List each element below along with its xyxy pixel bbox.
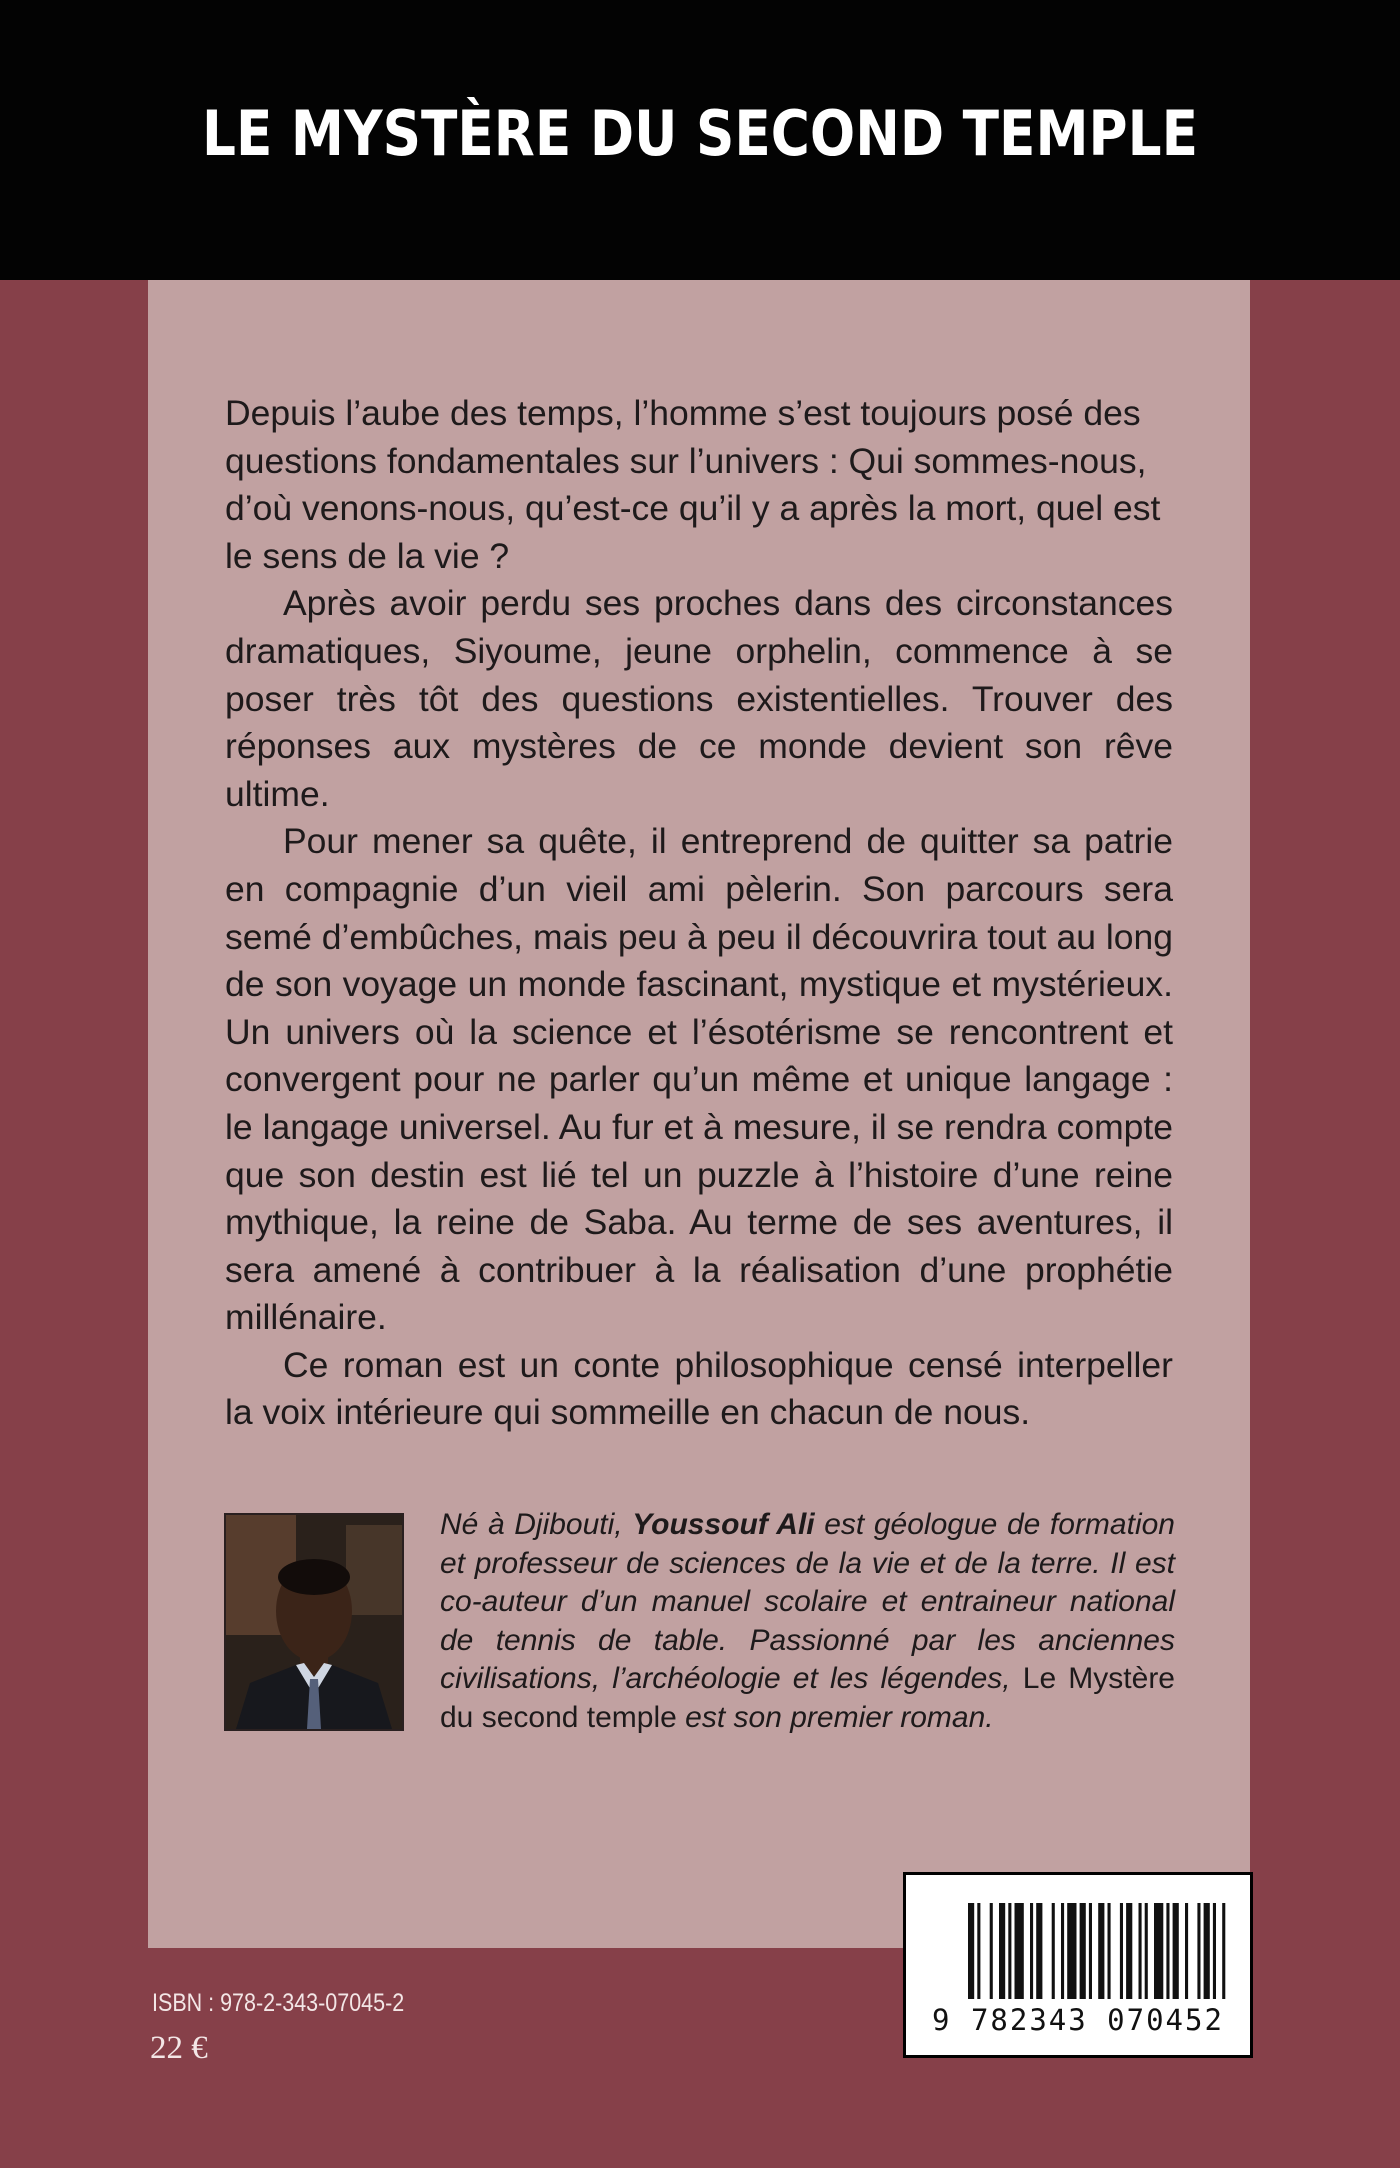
bio-text: est géologue de formation et professeur de sciences de la vie et de la terre. Il est co-auteur d’un manuel scolaire et entraineur national de tennis de table. Passionné par les anciennes civilisations, l’archéologie et les légendes, — [440, 1508, 1175, 1696]
barcode-bar — [1139, 1903, 1142, 1999]
barcode-bar — [1098, 1903, 1104, 1999]
barcode-bar — [1145, 1903, 1148, 1999]
blurb-paragraph: Après avoir perdu ses proches dans des circonstances dramatiques, Siyoume, jeune orphelin, commence à se poser très tôt des questions existentielles. Trouver des réponses aux mystères de ce monde devient son rêve ultime. — [225, 583, 1173, 814]
blurb-paragraph: Depuis l’aube des temps, l’homme s’est toujours posé des questions fondamentales sur l’univers : Qui sommes-nous, d’où venons-nous, qu’est-ce qu’il y a après la mort, quel est le sens de la vie ? — [225, 393, 1161, 576]
barcode-bar — [1052, 1903, 1055, 1999]
bio-intro: Né à Djibouti, — [440, 1508, 633, 1541]
author-name: Youssouf Ali — [632, 1508, 815, 1541]
barcode-bar — [1197, 1903, 1200, 1999]
barcode-bar — [1089, 1903, 1092, 1999]
barcode-digits: 9 782343 070452 — [932, 2003, 1224, 2037]
barcode-bar — [990, 1903, 993, 1999]
barcode-bar — [1166, 1903, 1169, 1999]
barcode-bar — [1108, 1903, 1111, 1999]
barcode-bar — [999, 1903, 1005, 1999]
blurb-paragraph: Ce roman est un conte philosophique censé interpeller la voix intérieure qui sommeille en chacun de nous. — [225, 1344, 1173, 1433]
barcode-bar — [1185, 1903, 1188, 1999]
barcode-bar — [977, 1903, 980, 1999]
barcode-bar — [1120, 1903, 1123, 1999]
barcode — [903, 1872, 1253, 2058]
barcode-bars — [906, 1875, 1250, 2005]
barcode-bar — [1015, 1903, 1024, 1999]
book-reference: Le Mystère du second temple — [440, 1662, 1175, 1734]
author-photo — [224, 1513, 404, 1731]
bio-text-end: est son premier roman. — [676, 1700, 994, 1734]
book-title: LE MYSTÈRE DU SECOND TEMPLE — [201, 97, 1199, 170]
barcode-bar — [1008, 1903, 1011, 1999]
blurb — [225, 390, 1173, 1437]
barcode-bar — [1080, 1903, 1086, 1999]
barcode-bar — [1061, 1903, 1064, 1999]
barcode-bar — [1173, 1903, 1179, 1999]
barcode-bar — [1154, 1903, 1163, 1999]
barcode-bar — [1204, 1903, 1210, 1999]
author-bio — [440, 1506, 1175, 1738]
price: 22 € — [150, 2030, 208, 2066]
barcode-bar — [1126, 1903, 1132, 1999]
barcode-bar — [1213, 1903, 1216, 1999]
isbn: ISBN : 978-2-343-07045-2 — [152, 1989, 405, 2017]
barcode-bar — [968, 1903, 974, 1999]
blurb-paragraph: Pour mener sa quête, il entreprend de quitter sa patrie en compagnie d’un vieil ami pèlerin. Son parcours sera semé d’embûches, mais peu à peu il découvrira tout au long de son voyage un monde fascinant, mystique et mystérieux. Un univers où la science et l’ésotérisme se rencontrent et convergent pour ne parler qu’un même et unique langage : le langage universel. Au fur et à mesure, il se rendra compte que son destin est lié tel un puzzle à l’histoire d’une reine mythique, la reine de Saba. Au terme de ses aventures, il sera amené à contribuer à la réalisation d’une prophétie millénaire. — [225, 821, 1173, 1338]
barcode-bar — [1222, 1903, 1225, 1999]
barcode-bar — [1030, 1903, 1033, 1999]
barcode-bar — [1067, 1903, 1076, 1999]
barcode-bar — [1036, 1903, 1042, 1999]
